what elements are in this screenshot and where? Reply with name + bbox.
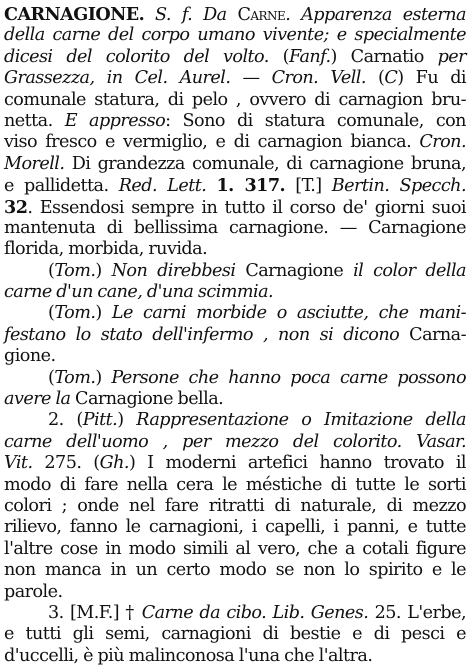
text-segment: Fanf.: [288, 46, 331, 67]
text-line: [4, 4, 466, 25]
text-segment: Carna-: [399, 324, 466, 345]
text-segment: ) I moderni artefici hanno trovato il: [128, 453, 466, 474]
text-segment: Carnagione: [235, 260, 354, 281]
text-segment: 32: [4, 196, 28, 218]
text-segment: carne d'un cane, d'una scimmia.: [4, 282, 274, 303]
text-segment: il color della: [353, 260, 466, 281]
text-segment: E appresso: [64, 110, 166, 131]
text-segment: Gh.: [99, 453, 129, 474]
text-segment: C: [384, 68, 398, 89]
text-line: [4, 646, 466, 667]
text-segment: rilievo, fanno le carnagioni, i capelli, i panni, e tutte: [4, 517, 466, 538]
text-segment: non manca in un certo modo se non lo spirito e le: [4, 560, 466, 581]
text-line: [4, 603, 466, 624]
text-segment: avere la: [4, 389, 71, 410]
text-line: [4, 303, 466, 324]
text-line: [4, 175, 466, 196]
text-segment: colori ; onde nel fare ritratti di naturale, di mezzo: [4, 495, 466, 516]
text-segment: ) Fu di: [397, 68, 466, 89]
text-line: [4, 539, 466, 560]
text-segment: Carne da cibo. Lib. Genes.: [141, 602, 369, 623]
text-line: [4, 517, 466, 538]
text-line: [4, 154, 466, 175]
text-segment: Grassezza, in Cel. Aurel. — Cron. Vell.: [4, 68, 366, 89]
text-segment: [206, 176, 216, 196]
text-segment: ): [95, 303, 112, 324]
text-segment: viso fresco e vermiglio, e di carnagion bianca.: [4, 132, 420, 153]
text-segment: Le carni morbide o asciutte, che mani-: [111, 303, 467, 324]
text-segment: CARNAGIONE.: [4, 4, 145, 25]
text-segment: [144, 5, 155, 25]
text-line: [4, 68, 466, 89]
text-line: [4, 239, 466, 260]
text-segment: l'altre cose in modo simili al vero, che a cotali figure: [4, 538, 466, 559]
text-line: [4, 475, 466, 496]
text-segment: Red. Lett.: [118, 176, 207, 197]
text-segment: (: [365, 68, 385, 89]
text-segment: [T.]: [285, 176, 332, 197]
text-segment: dicesi del colorito del volto.: [4, 46, 269, 67]
text-segment: .: [285, 5, 302, 25]
text-line: [4, 624, 466, 645]
text-line: [4, 560, 466, 581]
text-segment: 3. [M.F.] †: [48, 602, 142, 623]
text-segment: Non direbbesi: [111, 260, 236, 281]
text-segment: S. f. Da: [155, 5, 238, 25]
text-segment: (: [48, 367, 55, 388]
text-segment: 275. (: [32, 453, 100, 474]
text-segment: Carne: [237, 5, 286, 25]
text-segment: e tutti gli semi, carnagioni di bestie e di pesci e: [4, 624, 466, 645]
text-segment: Bertin. Specch.: [331, 176, 466, 197]
text-segment: Morell.: [4, 153, 65, 174]
text-segment: festano lo stato dell'infermo , non si dicono: [4, 324, 400, 345]
text-segment: 2. (: [48, 410, 83, 431]
text-segment: Apparenza esterna: [301, 5, 466, 25]
text-line: [4, 389, 466, 410]
text-segment: Tom.: [54, 303, 96, 324]
text-segment: mantenuta di bellissima carnagione. — Carnagione: [4, 217, 466, 238]
text-line: [4, 453, 466, 474]
text-segment: Tom.: [54, 260, 96, 281]
text-segment: gione.: [4, 346, 56, 367]
text-segment: (: [48, 303, 55, 324]
text-line: [4, 496, 466, 517]
text-line: [4, 111, 466, 132]
text-segment: ) Carnatio: [330, 46, 438, 67]
text-line: [4, 197, 466, 218]
text-segment: netta.: [4, 110, 65, 131]
text-segment: Persone che hanno poca carne possono: [111, 367, 466, 388]
text-segment: ): [117, 410, 137, 431]
text-segment: comunale statura, di pelo , ovvero di carnagion bru-: [4, 89, 466, 110]
text-segment: parole.: [4, 581, 63, 602]
text-segment: 25. L'erbe,: [368, 602, 466, 623]
text-segment: ): [95, 260, 112, 281]
text-segment: della carne del corpo umano vivente; e specialmente: [4, 25, 466, 46]
text-line: [4, 325, 466, 346]
text-segment: carne dell'uomo , per mezzo del colorito. Vasar.: [4, 431, 466, 452]
text-line: [4, 368, 466, 389]
text-segment: Di grandezza comunale, di carnagione bruna,: [64, 153, 466, 174]
text-line: [4, 47, 466, 68]
text-segment: (: [268, 46, 289, 67]
text-segment: modo di fare nella cera le méstiche di tutte le sorti: [4, 474, 466, 495]
text-line: [4, 432, 466, 453]
text-segment: . Essendosi sempre in tutto il corso de' giorni suoi: [27, 197, 466, 218]
text-line: [4, 282, 466, 303]
text-segment: (: [48, 260, 55, 281]
text-segment: Tom.: [54, 367, 96, 388]
text-segment: Vit.: [4, 453, 33, 474]
text-segment: e pallidetta.: [4, 176, 119, 197]
text-line: [4, 218, 466, 239]
text-segment: florida, morbida, ruvida.: [4, 239, 208, 260]
text-segment: ): [95, 367, 112, 388]
text-segment: Pitt.: [82, 410, 118, 431]
text-segment: Rappresentazione o Imitazione della: [136, 410, 466, 431]
text-segment: : Sono di statura comunale, con: [165, 110, 466, 131]
text-segment: 1. 317.: [216, 175, 286, 197]
dictionary-entry-carnagione: [4, 4, 466, 667]
text-segment: per: [437, 46, 466, 67]
text-line: [4, 25, 466, 46]
text-segment: d'uccelli, è più malinconosa l'una che l'altra.: [4, 645, 373, 666]
text-line: [4, 582, 466, 603]
text-segment: Cron.: [419, 132, 466, 153]
text-line: [4, 261, 466, 282]
text-line: [4, 346, 466, 367]
text-line: [4, 410, 466, 431]
text-line: [4, 132, 466, 153]
text-line: [4, 90, 466, 111]
text-segment: Carnagione bella.: [70, 389, 224, 410]
